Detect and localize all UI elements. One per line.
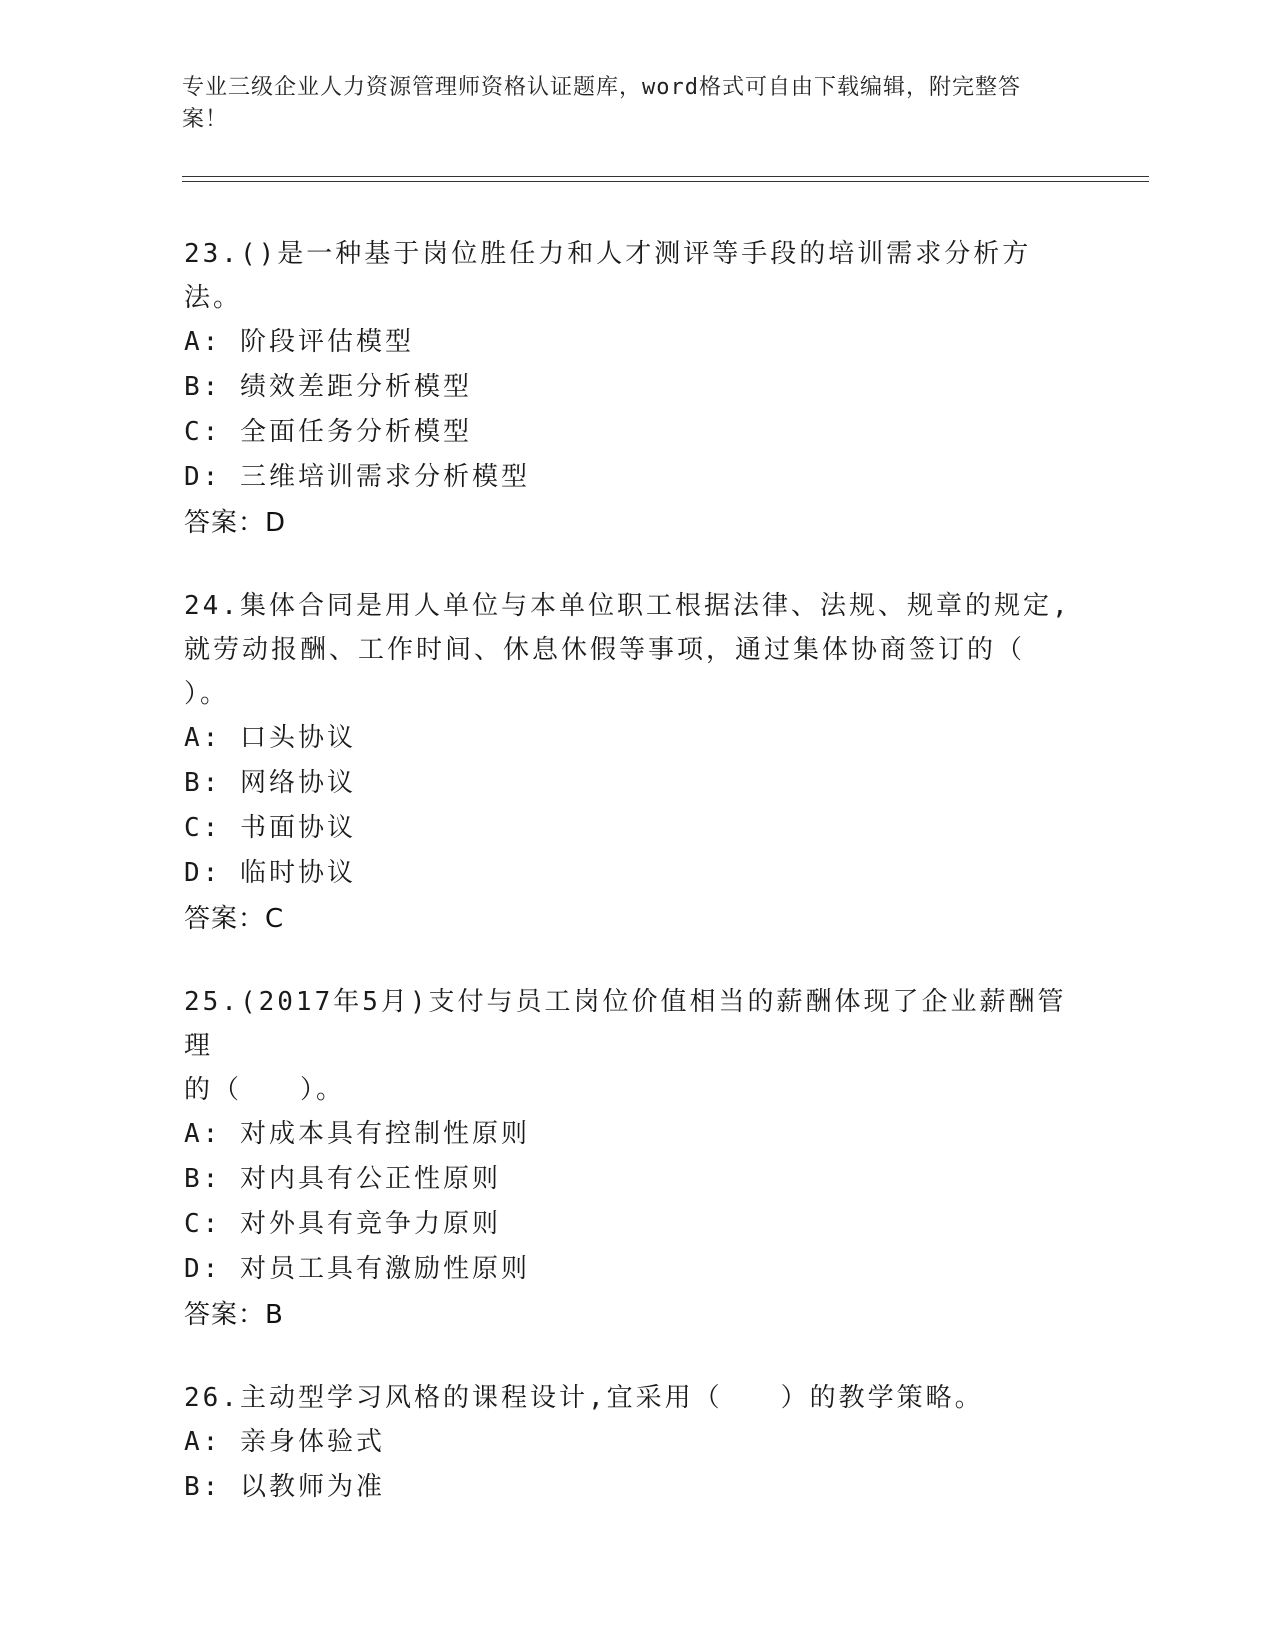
question-block [184,1376,1084,1510]
question-stem: 26.主动型学习风格的课程设计,宜采用（ ）的教学策略。 [184,1383,984,1413]
answer-option: A: 阶段评估模型 [184,327,414,357]
header-rule-top [182,176,1149,177]
question-block [184,232,1084,546]
answer-option: D: 三维培训需求分析模型 [184,462,530,492]
question-block [184,980,1084,1338]
question-stem: 25.(2017年5月)支付与员工岗位价值相当的薪酬体现了企业薪酬管理 [184,987,1067,1061]
question-stem: 就劳动报酬、工作时间、休息休假等事项，通过集体协商签订的（ [184,635,1026,665]
answer-option: A: 亲身体验式 [184,1427,385,1457]
answer-option: C: 对外具有竞争力原则 [184,1209,501,1239]
answer-option: D: 临时协议 [184,858,356,888]
question-block [184,584,1084,942]
question-stem: ）。 [184,679,230,709]
answer-option: B: 以教师为准 [184,1472,385,1502]
question-stem: 的（ ）。 [184,1075,346,1105]
answer-option: D: 对员工具有激励性原则 [184,1254,530,1284]
correct-answer: 答案：B [184,1300,284,1330]
header-rule-bottom [182,181,1149,182]
answer-option: C: 全面任务分析模型 [184,417,472,447]
answer-option: C: 书面协议 [184,813,356,843]
question-stem: 24.集体合同是用人单位与本单位职工根据法律、法规、规章的规定, [184,591,1071,621]
question-stem: 23.()是一种基于岗位胜任力和人才测评等手段的培训需求分析方法。 [184,239,1032,313]
answer-option: B: 网络协议 [184,768,356,798]
page-header: 专业三级企业人力资源管理师资格认证题库，word格式可自由下载编辑，附完整答案！ [182,75,1021,132]
question-list [184,232,1084,1548]
answer-option: B: 对内具有公正性原则 [184,1164,501,1194]
correct-answer: 答案：C [184,904,285,934]
correct-answer: 答案：D [184,508,287,538]
answer-option: B: 绩效差距分析模型 [184,372,472,402]
answer-option: A: 口头协议 [184,723,356,753]
answer-option: A: 对成本具有控制性原则 [184,1119,530,1149]
